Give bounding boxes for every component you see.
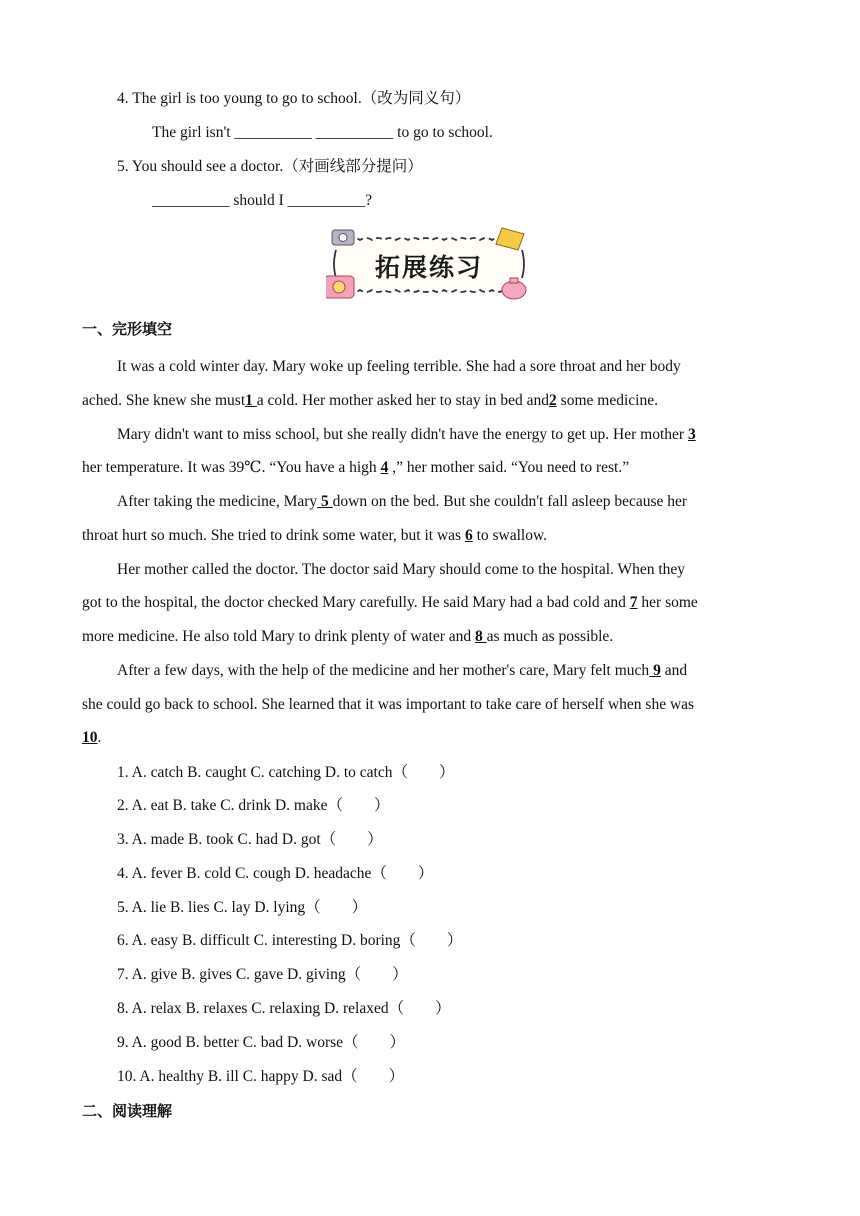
blank-9: 9 xyxy=(649,662,661,679)
blank-2: 2 xyxy=(549,392,557,409)
passage-line: After taking the medicine, Mary 5 down on the bed. But she couldn't fall asleep because her xyxy=(117,493,688,510)
passage-line: got to the hospital, the doctor checked Mary carefully. He said Mary had a bad cold and 7 her some xyxy=(82,594,698,611)
passage-line: ached. She knew she must1 a cold. Her mother asked her to stay in bed and2 some medicine. xyxy=(82,392,658,409)
option-row-10: 10. A. healthy B. ill C. happy D. sad（ ） xyxy=(117,1068,405,1085)
blank-4: 4 xyxy=(380,459,389,476)
passage-line: throat hurt so much. She tried to drink some water, but it was 6 to swallow. xyxy=(82,527,548,544)
passage-line: After a few days, with the help of the medicine and her mother's care, Mary felt much 9 and xyxy=(117,662,688,679)
passage-line: 10. xyxy=(82,729,102,746)
answer-line-4: The girl isn't __________ __________ to go to school. xyxy=(152,124,493,141)
option-row-4: 4. A. fever B. cold C. cough D. headache（ ） xyxy=(117,865,434,882)
blank-8: 8 xyxy=(475,628,487,645)
passage-line: It was a cold winter day. Mary woke up feeling terrible. She had a sore throat and her body xyxy=(117,358,681,375)
blank-10: 10 xyxy=(82,729,98,746)
section-heading-cloze: 一、完形填空 xyxy=(82,320,173,338)
option-row-8: 8. A. relax B. relaxes C. relaxing D. relaxed（ ） xyxy=(117,1000,451,1017)
option-row-5: 5. A. lie B. lies C. lay D. lying（ ） xyxy=(117,899,368,916)
question-5: 5. You should see a doctor.（对画线部分提问） xyxy=(117,158,423,175)
blank-6: 6 xyxy=(464,527,473,544)
blank-5: 5 xyxy=(317,493,333,510)
section-heading-reading: 二、阅读理解 xyxy=(82,1102,173,1120)
passage-line: she could go back to school. She learned that it was important to take care of herself when she was xyxy=(82,696,695,713)
answer-line-5: __________ should I __________? xyxy=(152,192,373,209)
option-row-3: 3. A. made B. took C. had D. got（ ） xyxy=(117,831,383,848)
blank-7: 7 xyxy=(629,594,638,611)
blank-3: 3 xyxy=(687,426,696,443)
option-row-9: 9. A. good B. better C. bad D. worse（ ） xyxy=(117,1034,406,1051)
question-4: 4. The girl is too young to go to school.（改为同义句） xyxy=(117,90,471,107)
passage-line: Her mother called the doctor. The doctor said Mary should come to the hospital. When they xyxy=(117,561,686,578)
option-row-6: 6. A. easy B. difficult C. interesting D. boring（ ） xyxy=(117,932,463,949)
passage-line: her temperature. It was 39℃. “You have a high 4 ,” her mother said. “You need to rest.” xyxy=(82,459,630,476)
option-row-2: 2. A. eat B. take C. drink D. make（ ） xyxy=(117,797,390,814)
blank-1: 1 xyxy=(245,392,257,409)
passage-line: Mary didn't want to miss school, but she really didn't have the energy to get up. Her mother 3 xyxy=(117,426,696,443)
extension-practice-banner xyxy=(326,226,532,302)
option-row-1: 1. A. catch B. caught C. catching D. to catch（ ） xyxy=(117,764,455,781)
banner-title: 拓展练习 xyxy=(374,253,483,282)
option-row-7: 7. A. give B. gives C. gave D. giving（ ） xyxy=(117,966,408,983)
passage-line: more medicine. He also told Mary to drink plenty of water and 8 as much as possible. xyxy=(82,628,614,645)
